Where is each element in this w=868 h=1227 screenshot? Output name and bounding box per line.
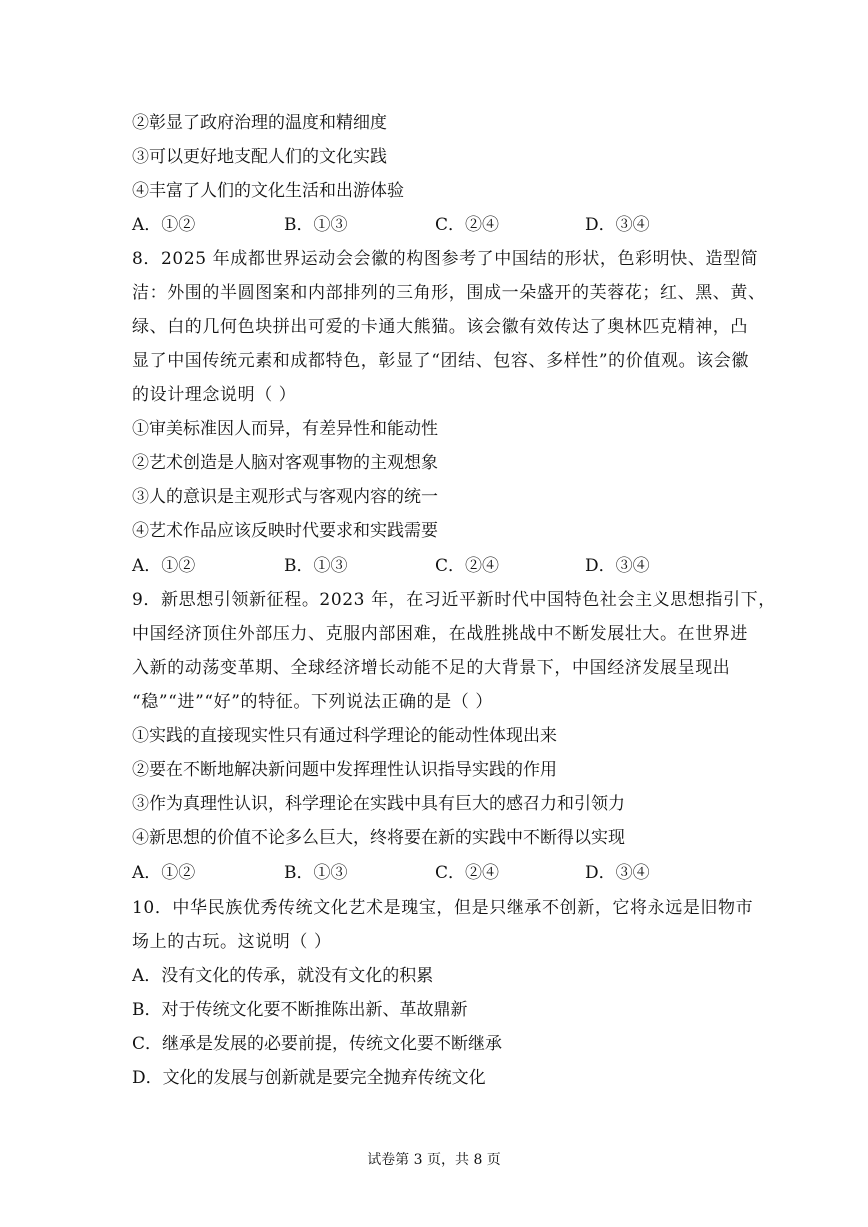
option-c: C．②④ [435, 215, 500, 235]
option-b: B．①③ [284, 556, 348, 576]
statement-2: ②要在不断地解决新问题中发挥理性认识指导实践的作用 [132, 760, 557, 780]
page-footer: 试卷第 3 页，共 8 页 [367, 1152, 501, 1168]
option-a: A．①② [132, 556, 196, 576]
statement-2: ②艺术创造是人脑对客观事物的主观想象 [132, 453, 438, 473]
choice-a: A．没有文化的传承，就没有文化的积累 [132, 966, 434, 986]
question-stem-line: 洁：外围的半圆图案和内部排列的三角形，围成一朵盛开的芙蓉花；红、黑、黄、 [132, 283, 766, 303]
option-a: A．①② [132, 215, 196, 235]
statement-4: ④丰富了人们的文化生活和出游体验 [132, 181, 404, 201]
statement-3: ③可以更好地支配人们的文化实践 [132, 147, 387, 167]
question-stem-line: 的设计理念说明（ ） [132, 385, 297, 405]
statement-4: ④艺术作品应该反映时代要求和实践需要 [132, 521, 438, 541]
statement-3: ③人的意识是主观形式与客观内容的统一 [132, 487, 438, 507]
option-d: D．③④ [585, 556, 650, 576]
option-d: D．③④ [585, 863, 650, 883]
question-stem-line: 8．2025 年成都世界运动会会徽的构图参考了中国结的形状，色彩明快、造型简 [132, 249, 759, 269]
question-stem-line: 10．中华民族优秀传统文化艺术是瑰宝，但是只继承不创新，它将永远是旧物市 [132, 898, 754, 918]
question-stem-line: 入新的动荡变革期、全球经济增长动能不足的大背景下，中国经济发展呈现出 [132, 658, 731, 678]
question-stem-line: 场上的古玩。这说明（ ） [132, 932, 332, 952]
answer-options [132, 213, 752, 237]
question-stem-line: 显了中国传统元素和成都特色，彰显了“团结、包容、多样性”的价值观。该会徽 [132, 351, 749, 371]
question-stem-line: 绿、白的几何色块拼出可爱的卡通大熊猫。该会徽有效传达了奥林匹克精神，凸 [132, 317, 748, 337]
question-stem-line: 9．新思想引领新征程。2023 年，在习近平新时代中国特色社会主义思想指引下， [132, 590, 776, 610]
statement-1: ①实践的直接现实性只有通过科学理论的能动性体现出来 [132, 726, 557, 746]
question-stem-line: 中国经济顶住外部压力、克服内部困难，在战胜挑战中不断发展壮大。在世界进 [132, 624, 748, 644]
option-a: A．①② [132, 863, 196, 883]
option-b: B．①③ [284, 863, 348, 883]
option-c: C．②④ [435, 863, 500, 883]
question-stem-line: “稳”“进”“好”的特征。下列说法正确的是（ ） [132, 692, 493, 712]
answer-options [132, 554, 752, 578]
option-c: C．②④ [435, 556, 500, 576]
answer-options [132, 861, 752, 885]
statement-4: ④新思想的价值不论多么巨大，终将要在新的实践中不断得以实现 [132, 828, 625, 848]
option-d: D．③④ [585, 215, 650, 235]
choice-c: C．继承是发展的必要前提，传统文化要不断继承 [132, 1034, 503, 1054]
choice-d: D．文化的发展与创新就是要完全抛弃传统文化 [132, 1068, 486, 1088]
statement-1: ①审美标准因人而异，有差异性和能动性 [132, 419, 438, 439]
choice-b: B．对于传统文化要不断推陈出新、革故鼎新 [132, 1000, 468, 1020]
option-b: B．①③ [284, 215, 348, 235]
statement-3: ③作为真理性认识，科学理论在实践中具有巨大的感召力和引领力 [132, 794, 625, 814]
statement-2: ②彰显了政府治理的温度和精细度 [132, 113, 387, 133]
